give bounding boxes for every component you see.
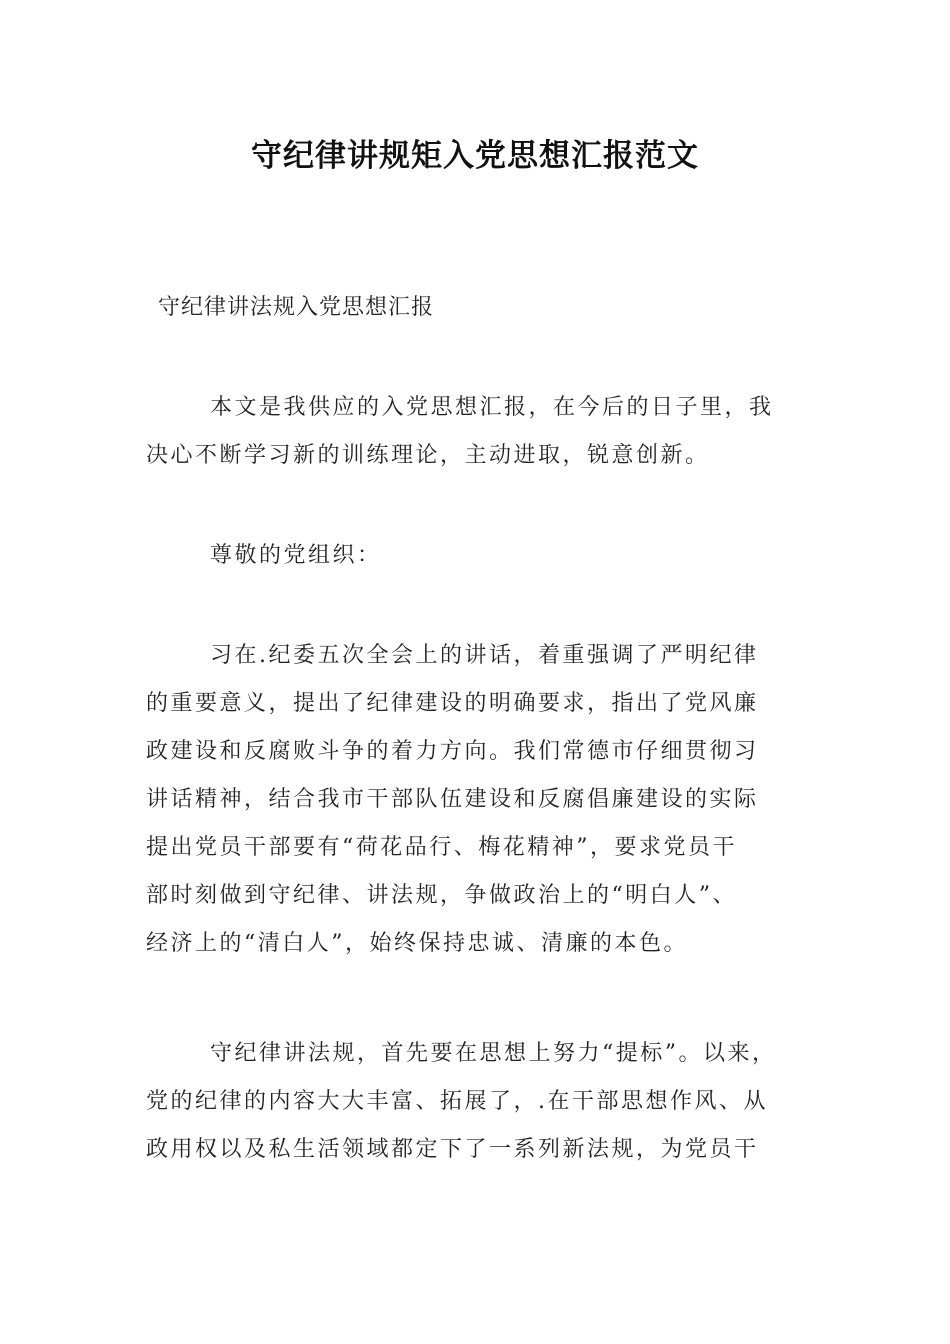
paragraph-intro: [146, 384, 818, 480]
paragraph-line: 守纪律讲法规，首先要在思想上努力“提标”。以来，: [210, 1041, 777, 1066]
paragraph-line: 提出党员干部要有“荷花品行、梅花精神”，要求党员干: [146, 835, 737, 860]
paragraph-line: 本文是我供应的入党思想汇报，在今后的日子里，我: [210, 395, 774, 420]
document-subtitle: 守纪律讲法规入党思想汇报: [158, 295, 435, 320]
paragraph-body-1: [146, 632, 818, 968]
paragraph-line: 习在.纪委五次全会上的讲话，着重强调了严明纪律: [210, 643, 759, 668]
paragraph-line: 政建设和反腐败斗争的着力方向。我们常德市仔细贯彻习: [146, 739, 759, 764]
salutation-line: 尊敬的党组织：: [210, 543, 382, 568]
paragraph-line: 决心不断学习新的训练理论，主动进取，锐意创新。: [146, 443, 710, 468]
paragraph-line: 讲话精神，结合我市干部队伍建设和反腐倡廉建设的实际: [146, 787, 759, 812]
paragraph-line: 政用权以及私生活领域都定下了一系列新法规，为党员干: [146, 1137, 759, 1162]
document-title: 守纪律讲规矩入党思想汇报范文: [251, 138, 699, 174]
paragraph-salutation: [146, 532, 818, 580]
paragraph-line: 经济上的“清白人”，始终保持忠诚、清廉的本色。: [146, 931, 688, 956]
paragraph-body-2: [146, 1030, 818, 1174]
paragraph-line: 党的纪律的内容大大丰富、拓展了，.在干部思想作风、从: [146, 1089, 768, 1114]
paragraph-line: 部时刻做到守纪律、讲法规，争做政治上的“明白人”、: [146, 883, 737, 908]
paragraph-line: 的重要意义，提出了纪律建设的明确要求，指出了党风廉: [146, 691, 759, 716]
